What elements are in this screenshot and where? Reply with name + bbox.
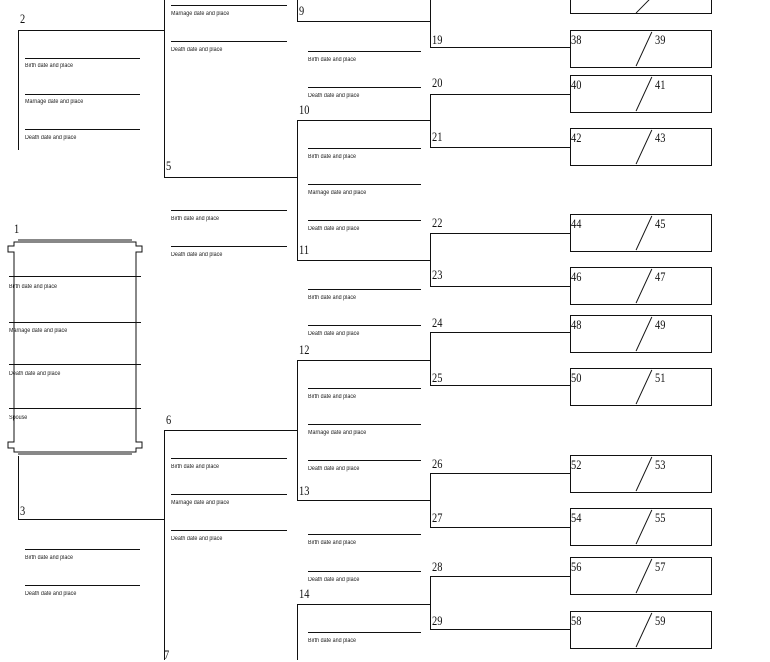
entry-line: [25, 129, 140, 130]
entry-line: [171, 246, 287, 247]
entry-line: [25, 94, 140, 95]
pair-number-a: 38: [571, 32, 582, 47]
connector: [430, 576, 431, 629]
pair-number-a: 48: [571, 317, 582, 332]
p11-death-label: Death date and place: [308, 331, 360, 337]
pair-number-b: 41: [655, 77, 666, 92]
p9-death-label: Death date and place: [308, 93, 360, 99]
pair-number-b: 49: [655, 317, 666, 332]
person-number-26: 26: [432, 456, 443, 471]
p12-marriage-label: Marriage date and place: [308, 430, 367, 436]
person-26-line: [430, 473, 571, 474]
pair-number-a: 44: [571, 216, 582, 231]
p10-death-label: Death date and place: [308, 226, 360, 232]
pair-box-54-55: [570, 508, 712, 546]
connector: [297, 120, 298, 260]
pair-box-48-49: [570, 315, 712, 353]
entry-line: [308, 87, 421, 88]
pair-number-b: 45: [655, 216, 666, 231]
pair-box-58-59: [570, 611, 712, 649]
pair-box-44-45: [570, 214, 712, 252]
person-number-20: 20: [432, 75, 443, 90]
person-number-3: 3: [20, 503, 26, 518]
person-number-12: 12: [299, 342, 310, 357]
person-10-line: [297, 120, 430, 121]
p1-marriage-label: Marriage date and place: [9, 328, 68, 334]
person-number-27: 27: [432, 510, 443, 525]
ornate-frame: [4, 236, 146, 458]
connector: [164, 430, 165, 660]
pair-number-a: 58: [571, 613, 582, 628]
connector: [297, 0, 298, 22]
p3-death-label: Death date and place: [25, 591, 77, 597]
person-5-line: [164, 177, 297, 178]
pair-number-a: 42: [571, 130, 582, 145]
connector: [164, 0, 165, 177]
person-21-line: [430, 147, 571, 148]
connector: [18, 30, 19, 150]
person-number-7: 7: [164, 647, 170, 662]
entry-line: [308, 325, 421, 326]
entry-line: [308, 148, 421, 149]
p2-death-label: Death date and place: [25, 135, 77, 141]
pair-number-b: 57: [655, 559, 666, 574]
p6-birth-label: Birth date and place: [171, 464, 220, 470]
connector: [430, 0, 431, 47]
person-number-5: 5: [166, 158, 172, 173]
entry-line: [9, 408, 141, 409]
p14-birth-label: Birth date and place: [308, 638, 357, 644]
pair-number-b: 51: [655, 370, 666, 385]
entry-line: [25, 58, 140, 59]
connector: [430, 473, 431, 527]
person-number-22: 22: [432, 215, 443, 230]
p1-death-label: Death date and place: [9, 371, 61, 377]
pair-box-46-47: [570, 267, 712, 305]
pair-number-b: 43: [655, 130, 666, 145]
person-number-6: 6: [166, 412, 172, 427]
pair-box-52-53: [570, 455, 712, 493]
p13-death-label: Death date and place: [308, 577, 360, 583]
p11-birth-label: Birth date and place: [308, 295, 357, 301]
pair-number-a: 54: [571, 510, 582, 525]
person-number-29: 29: [432, 613, 443, 628]
person-number-14: 14: [299, 586, 310, 601]
person-number-24: 24: [432, 315, 443, 330]
pair-number-b: 47: [655, 269, 666, 284]
person-number-23: 23: [432, 267, 443, 282]
entry-line: [171, 210, 287, 211]
person-number-9: 9: [299, 3, 305, 18]
pair-number-a: 40: [571, 77, 582, 92]
person-29-line: [430, 629, 571, 630]
connector: [18, 456, 19, 520]
pair-number-a: 52: [571, 457, 582, 472]
pair-box-40-41: [570, 75, 712, 113]
entry-line: [171, 41, 287, 42]
pair-box-50-51: [570, 368, 712, 406]
person-number-1: 1: [14, 221, 20, 236]
p6-marriage-label: Marriage date and place: [171, 500, 230, 506]
person-12-line: [297, 360, 430, 361]
person-number-2: 2: [20, 11, 26, 26]
connector: [430, 94, 431, 147]
person-number-21: 21: [432, 129, 443, 144]
person-number-19: 19: [432, 32, 443, 47]
person-6-line: [164, 430, 297, 431]
p5-birth-label: Birth date and place: [171, 216, 220, 222]
entry-line: [9, 276, 141, 277]
entry-line: [308, 388, 421, 389]
entry-line: [171, 458, 287, 459]
p12-birth-label: Birth date and place: [308, 394, 357, 400]
connector: [297, 604, 298, 660]
p9-birth-label: Birth date and place: [308, 57, 357, 63]
p2-birth-label: Birth date and place: [25, 63, 74, 69]
person-19-line: [430, 47, 571, 48]
pair-number-a: 56: [571, 559, 582, 574]
person-24-line: [430, 332, 571, 333]
entry-line: [171, 5, 287, 6]
person-number-13: 13: [299, 483, 310, 498]
person-number-10: 10: [299, 102, 310, 117]
entry-line: [308, 424, 421, 425]
pair-number-b: 53: [655, 457, 666, 472]
p4-marriage-label: Marriage date and place: [171, 11, 230, 17]
p10-birth-label: Birth date and place: [308, 154, 357, 160]
p13-birth-label: Birth date and place: [308, 540, 357, 546]
person-28-line: [430, 576, 571, 577]
entry-line: [308, 184, 421, 185]
entry-line: [308, 632, 421, 633]
entry-line: [308, 51, 421, 52]
person-2-line: [18, 30, 164, 31]
pair-number-b: 39: [655, 32, 666, 47]
entry-line: [308, 289, 421, 290]
person-9-line: [297, 21, 430, 22]
entry-line: [9, 364, 141, 365]
entry-line: [171, 530, 287, 531]
entry-line: [308, 220, 421, 221]
person-number-28: 28: [432, 559, 443, 574]
person-number-11: 11: [299, 242, 310, 257]
pair-number-a: 50: [571, 370, 582, 385]
p3-birth-label: Birth date and place: [25, 555, 74, 561]
entry-line: [25, 585, 140, 586]
pair-number-a: 46: [571, 269, 582, 284]
entry-line: [308, 534, 421, 535]
pair-box-top-partial: [570, 0, 712, 14]
p6-death-label: Death date and place: [171, 536, 223, 542]
pair-box-56-57: [570, 557, 712, 595]
pair-number-b: 59: [655, 613, 666, 628]
p5-death-label: Death date and place: [171, 252, 223, 258]
person-23-line: [430, 286, 571, 287]
person-22-line: [430, 233, 571, 234]
person-25-line: [430, 385, 571, 386]
pair-box-38-39: [570, 30, 712, 68]
pair-number-b: 55: [655, 510, 666, 525]
person-13-line: [297, 500, 430, 501]
person-27-line: [430, 527, 571, 528]
p1-birth-label: Birth date and place: [9, 284, 58, 290]
entry-line: [25, 549, 140, 550]
p2-marriage-label: Marriage date and place: [25, 99, 84, 105]
entry-line: [9, 322, 141, 323]
p12-death-label: Death date and place: [308, 466, 360, 472]
pair-box-42-43: [570, 128, 712, 166]
p4-death-label: Death date and place: [171, 47, 223, 53]
entry-line: [308, 571, 421, 572]
person-3-line: [18, 519, 164, 520]
p1-spouse-label: Spouse: [9, 415, 28, 421]
person-20-line: [430, 94, 571, 95]
connector: [430, 233, 431, 286]
entry-line: [308, 460, 421, 461]
person-11-line: [297, 260, 430, 261]
connector: [297, 360, 298, 500]
p10-marriage-label: Marriage date and place: [308, 190, 367, 196]
person-14-line: [297, 604, 430, 605]
entry-line: [171, 494, 287, 495]
connector: [430, 332, 431, 385]
person-number-25: 25: [432, 370, 443, 385]
